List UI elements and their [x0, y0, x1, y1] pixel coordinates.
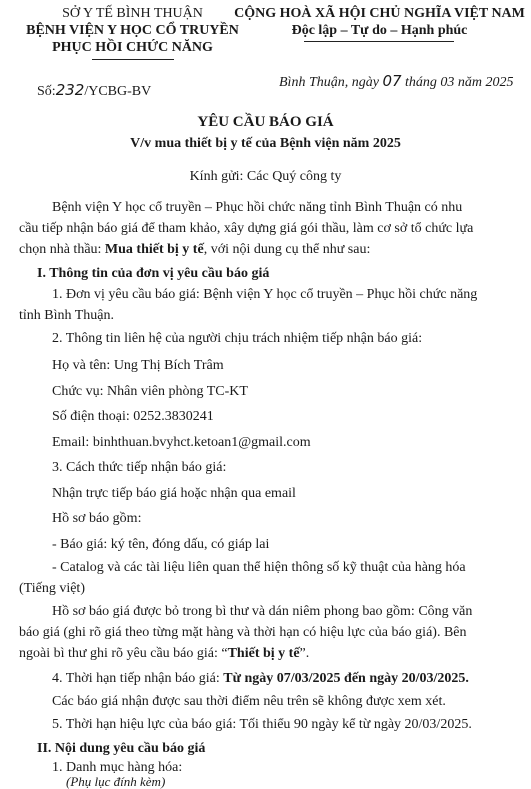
- s1-item2: 2. Thông tin liên hệ của người chịu trách nhiệm tiếp nhận báo giá:: [52, 331, 423, 346]
- s1-item1-line1: 1. Đơn vị yêu cầu báo giá: Bệnh viện Y học cổ truyền – Phục hồi chức năng: [52, 287, 478, 302]
- date-suffix: tháng 03 năm 2025: [405, 75, 514, 90]
- intro-paragraph: [52, 197, 462, 218]
- hospital-name-line1: BỆNH VIỆN Y HỌC CỔ TRUYỀN: [26, 23, 239, 38]
- seal-line3-a: ngoài bì thư ghi rõ yêu cầu báo giá: “: [19, 646, 228, 661]
- s1-item5: 5. Thời hạn hiệu lực của báo giá: Tối thiểu 90 ngày kể từ ngày 20/03/2025.: [52, 717, 472, 732]
- national-motto: Độc lập – Tự do – Hạnh phúc: [291, 23, 468, 38]
- section1-title: I. Thông tin của đơn vị yêu cầu báo giá: [37, 266, 270, 281]
- seal-line3-b: Thiết bị y tế: [227, 646, 300, 661]
- s1-item4-a: 4. Thời hạn tiếp nhận báo giá:: [52, 671, 224, 686]
- section2-title: II. Nội dung yêu cầu báo giá: [37, 741, 206, 756]
- number-handwritten: 232: [55, 81, 85, 99]
- dossier-label: Hồ sơ báo gồm:: [52, 511, 142, 526]
- seal-line3-c: ”.: [299, 646, 310, 661]
- intro-line1: Bệnh viện Y học cổ truyền – Phục hồi chức năng tỉnh Bình Thuận có nhu: [52, 200, 463, 215]
- contact-position: Chức vụ: Nhân viên phòng TC-KT: [52, 384, 248, 399]
- intro-line2: cầu tiếp nhận báo giá để tham khảo, xây dựng giá gói thầu, làm cơ sở tổ chức lựa: [19, 221, 474, 236]
- greeting: Kính gửi: Các Quý công ty: [189, 169, 342, 184]
- date-prefix: Bình Thuận, ngày: [279, 75, 379, 90]
- document-number: [37, 81, 151, 100]
- motto-underline: [304, 41, 454, 42]
- seal-line3: [19, 643, 309, 664]
- number-prefix: Số:: [37, 84, 56, 99]
- department-name: SỞ Y TẾ BÌNH THUẬN: [62, 6, 203, 21]
- receive-method: Nhận trực tiếp báo giá hoặc nhận qua email: [52, 486, 296, 501]
- document-subtitle: V/v mua thiết bị y tế của Bệnh viện năm 2025: [130, 136, 401, 151]
- bullet-catalog-line1: - Catalog và các tài liệu liên quan thể hiện thông số kỹ thuật của hàng hóa: [52, 560, 466, 575]
- intro-line3-c: , với nội dung cụ thể như sau:: [203, 242, 371, 257]
- intro-continued: [19, 218, 473, 260]
- bullet-catalog-line2: (Tiếng việt): [19, 581, 85, 596]
- document-title: YÊU CẦU BÁO GIÁ: [197, 114, 334, 130]
- hospital-name-line2: PHỤC HỒI CHỨC NĂNG: [52, 40, 213, 55]
- intro-line3-b: Mua thiết bị y tế: [104, 242, 204, 257]
- s1-item4: [52, 668, 469, 689]
- contact-email: Email: binhthuan.bvyhct.ketoan1@gmail.com: [52, 435, 311, 450]
- s1-item4-b: Từ ngày 07/03/2025 đến ngày 20/03/2025.: [223, 671, 469, 686]
- country-name: CỘNG HOÀ XÃ HỘI CHỦ NGHĨA VIỆT NAM: [234, 6, 525, 21]
- contact-phone: Số điện thoại: 0252.3830241: [52, 409, 214, 424]
- date-line: [279, 72, 514, 91]
- s1-item1-line2: tỉnh Bình Thuận.: [19, 308, 115, 323]
- s2-item1-note: (Phụ lục đính kèm): [66, 774, 166, 789]
- seal-line2: báo giá (ghi rõ giá theo từng mặt hàng và thời hạn có hiệu lực của báo giá). Bên: [19, 625, 467, 640]
- s2-item1: 1. Danh mục hàng hóa:: [52, 760, 183, 775]
- s1-item3: 3. Cách thức tiếp nhận báo giá:: [52, 460, 227, 475]
- contact-name: Họ và tên: Ung Thị Bích Trâm: [52, 358, 224, 373]
- header-left-underline: [92, 59, 174, 60]
- bullet-quote: - Báo giá: ký tên, đóng dấu, có giáp lai: [52, 537, 270, 552]
- intro-line3: [19, 239, 473, 260]
- date-handwritten: 07: [382, 72, 402, 90]
- intro-line3-a: chọn nhà thầu:: [19, 242, 105, 257]
- number-suffix: /YCBG-BV: [84, 84, 152, 99]
- seal-line1: Hồ sơ báo giá được bỏ trong bì thư và dán niêm phong bao gồm: Công văn: [52, 604, 473, 619]
- late-notice: Các báo giá nhận được sau thời điểm nêu trên sẽ không được xem xét.: [52, 694, 446, 709]
